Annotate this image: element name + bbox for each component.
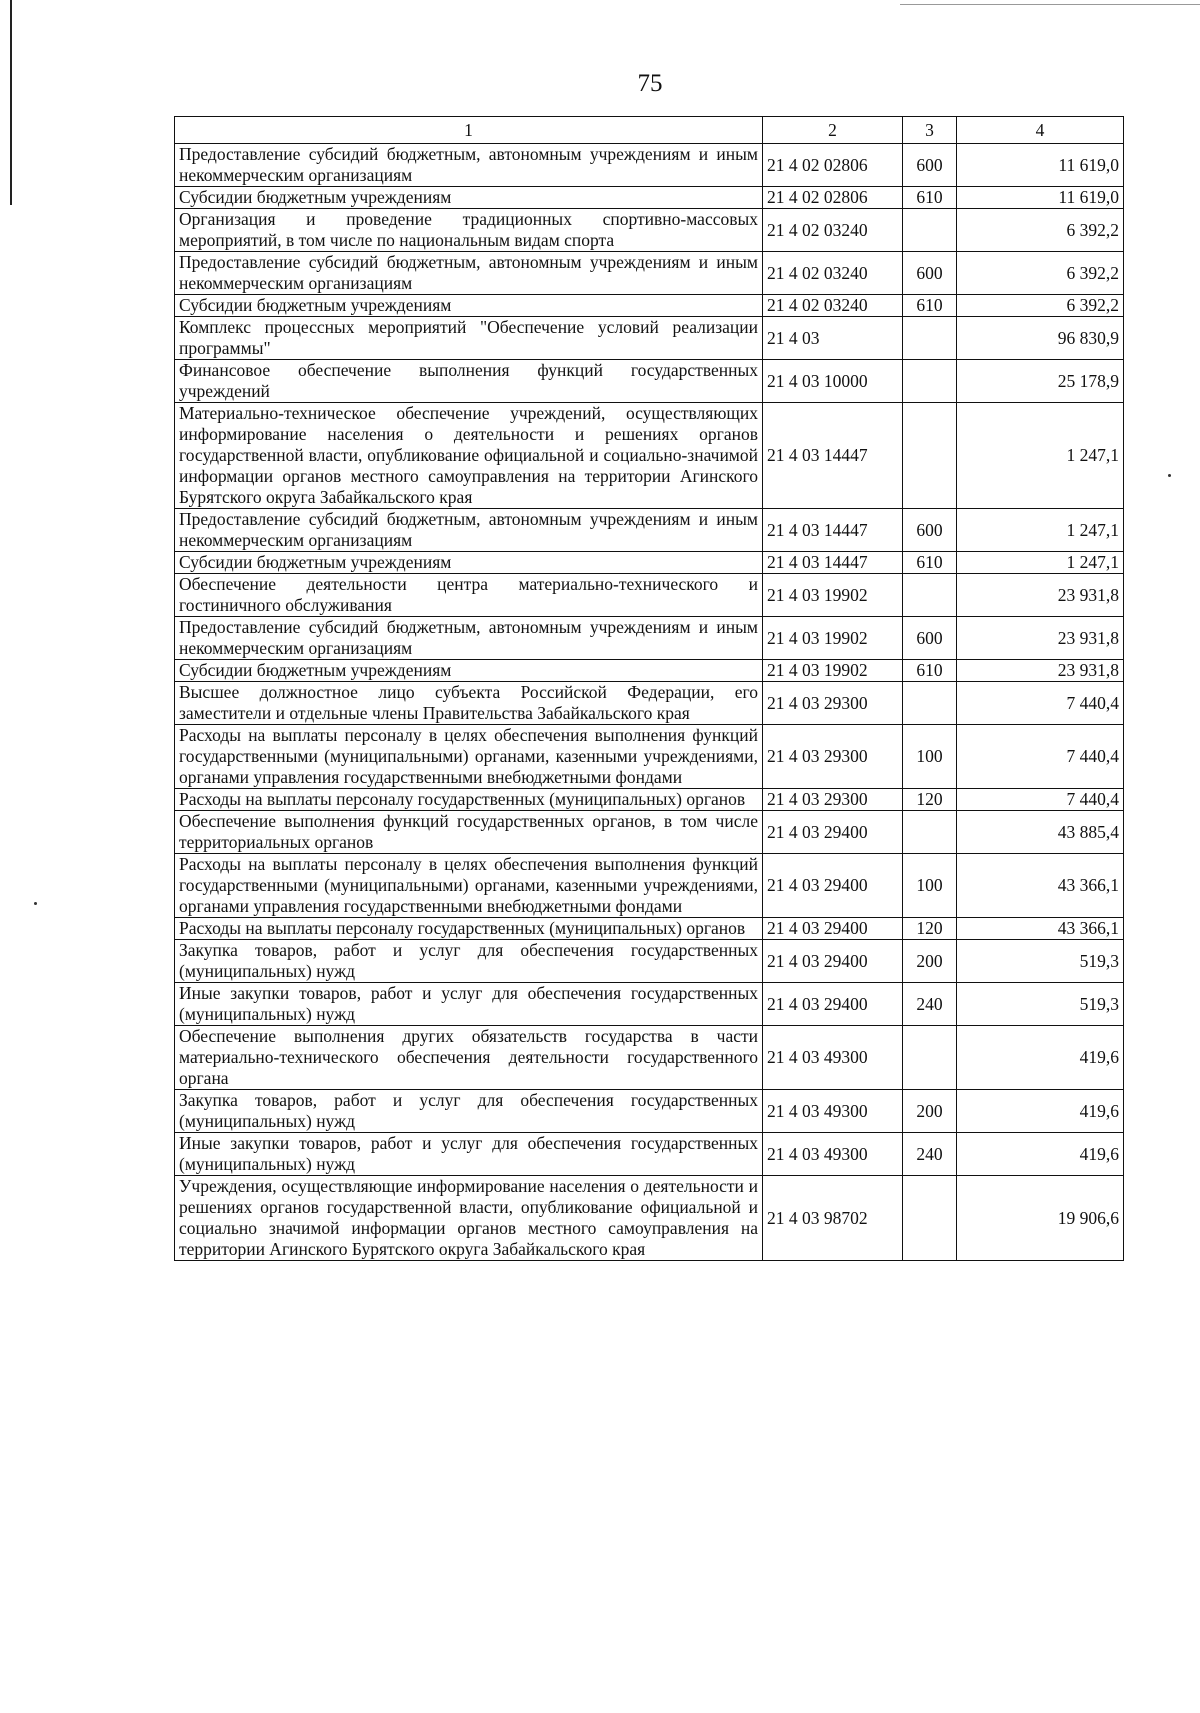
row-type-cell (903, 574, 957, 617)
row-amount-cell: 6 392,2 (957, 295, 1124, 317)
row-amount-cell: 11 619,0 (957, 187, 1124, 209)
row-name-cell: Субсидии бюджетным учреждениям (175, 187, 763, 209)
row-amount-cell: 19 906,6 (957, 1176, 1124, 1261)
row-name-cell: Обеспечение выполнения других обязательств государства в части материально-технического обеспечения деятельности государственного органа (175, 1026, 763, 1090)
row-amount-cell: 6 392,2 (957, 252, 1124, 295)
row-code-cell: 21 4 03 (763, 317, 903, 360)
row-type-cell: 600 (903, 252, 957, 295)
row-code-cell: 21 4 03 29400 (763, 940, 903, 983)
row-code-cell: 21 4 02 03240 (763, 209, 903, 252)
row-name-cell: Иные закупки товаров, работ и услуг для обеспечения государственных (муниципальных) нужд (175, 983, 763, 1026)
budget-table (174, 116, 1124, 1261)
table-row (175, 1026, 1124, 1090)
row-amount-cell: 96 830,9 (957, 317, 1124, 360)
row-type-cell (903, 360, 957, 403)
row-type-cell: 120 (903, 918, 957, 940)
row-amount-cell: 43 366,1 (957, 918, 1124, 940)
table-row (175, 660, 1124, 682)
row-name-cell: Предоставление субсидий бюджетным, автономным учреждениям и иным некоммерческим организациям (175, 144, 763, 187)
row-name-cell: Субсидии бюджетным учреждениям (175, 660, 763, 682)
row-name-cell: Учреждения, осуществляющие информирование населения о деятельности и решениях органов государственной власти, опубликование официальной и социально значимой информации органов местного самоуправления на территории Агинского Бурятского округа Забайкальского края (175, 1176, 763, 1261)
table-row (175, 144, 1124, 187)
row-amount-cell: 419,6 (957, 1026, 1124, 1090)
table-header-row (175, 117, 1124, 144)
row-type-cell: 240 (903, 983, 957, 1026)
row-code-cell: 21 4 03 14447 (763, 403, 903, 509)
row-name-cell: Закупка товаров, работ и услуг для обеспечения государственных (муниципальных) нужд (175, 940, 763, 983)
row-type-cell: 240 (903, 1133, 957, 1176)
table-row (175, 252, 1124, 295)
row-code-cell: 21 4 02 02806 (763, 144, 903, 187)
row-amount-cell: 11 619,0 (957, 144, 1124, 187)
row-name-cell: Предоставление субсидий бюджетным, автономным учреждениям и иным некоммерческим организациям (175, 252, 763, 295)
row-code-cell: 21 4 03 14447 (763, 552, 903, 574)
row-name-cell: Предоставление субсидий бюджетным, автономным учреждениям и иным некоммерческим организациям (175, 617, 763, 660)
row-type-cell: 610 (903, 187, 957, 209)
row-type-cell (903, 1176, 957, 1261)
row-code-cell: 21 4 03 29400 (763, 854, 903, 918)
row-type-cell (903, 1026, 957, 1090)
row-code-cell: 21 4 02 03240 (763, 252, 903, 295)
row-amount-cell: 419,6 (957, 1133, 1124, 1176)
row-code-cell: 21 4 02 02806 (763, 187, 903, 209)
row-name-cell: Расходы на выплаты персоналу государственных (муниципальных) органов (175, 789, 763, 811)
scan-speck (1168, 474, 1171, 477)
row-code-cell: 21 4 03 29300 (763, 789, 903, 811)
row-name-cell: Расходы на выплаты персоналу государственных (муниципальных) органов (175, 918, 763, 940)
row-code-cell: 21 4 03 19902 (763, 660, 903, 682)
row-amount-cell: 7 440,4 (957, 682, 1124, 725)
row-name-cell: Высшее должностное лицо субъекта Российской Федерации, его заместители и отдельные члены Правительства Забайкальского края (175, 682, 763, 725)
row-type-cell (903, 317, 957, 360)
table-row (175, 552, 1124, 574)
row-amount-cell: 7 440,4 (957, 725, 1124, 789)
table-row (175, 854, 1124, 918)
row-amount-cell: 1 247,1 (957, 509, 1124, 552)
header-col-2: 2 (763, 117, 903, 144)
row-type-cell: 600 (903, 509, 957, 552)
page-number: 75 (637, 70, 663, 97)
row-name-cell: Финансовое обеспечение выполнения функций государственных учреждений (175, 360, 763, 403)
scan-speck (34, 902, 37, 905)
row-amount-cell: 7 440,4 (957, 789, 1124, 811)
row-amount-cell: 1 247,1 (957, 403, 1124, 509)
table-row (175, 209, 1124, 252)
row-code-cell: 21 4 03 10000 (763, 360, 903, 403)
row-type-cell: 610 (903, 295, 957, 317)
row-type-cell: 610 (903, 552, 957, 574)
row-name-cell: Организация и проведение традиционных спортивно-массовых мероприятий, в том числе по национальным видам спорта (175, 209, 763, 252)
table-row (175, 1133, 1124, 1176)
row-code-cell: 21 4 03 29300 (763, 725, 903, 789)
row-name-cell: Закупка товаров, работ и услуг для обеспечения государственных (муниципальных) нужд (175, 1090, 763, 1133)
row-type-cell: 100 (903, 854, 957, 918)
table-row (175, 317, 1124, 360)
row-amount-cell: 23 931,8 (957, 660, 1124, 682)
header-col-3: 3 (903, 117, 957, 144)
table-row (175, 789, 1124, 811)
table-row (175, 725, 1124, 789)
header-col-4: 4 (957, 117, 1124, 144)
scan-edge-top (900, 4, 1200, 5)
table-row (175, 574, 1124, 617)
row-name-cell: Обеспечение деятельности центра материально-технического и гостиничного обслуживания (175, 574, 763, 617)
table-row (175, 295, 1124, 317)
row-amount-cell: 25 178,9 (957, 360, 1124, 403)
row-code-cell: 21 4 02 03240 (763, 295, 903, 317)
table-row (175, 360, 1124, 403)
row-code-cell: 21 4 03 19902 (763, 574, 903, 617)
row-name-cell: Материально-техническое обеспечение учреждений, осуществляющих информирование населения о деятельности и решениях органов государственной власти, опубликование официальной и социально-значимой информации органов местного самоуправления на территории Агинского Бурятского округа Забайкальского края (175, 403, 763, 509)
table-row (175, 811, 1124, 854)
table-row (175, 983, 1124, 1026)
table-row (175, 940, 1124, 983)
row-amount-cell: 43 885,4 (957, 811, 1124, 854)
row-code-cell: 21 4 03 49300 (763, 1133, 903, 1176)
row-type-cell (903, 682, 957, 725)
row-code-cell: 21 4 03 29400 (763, 983, 903, 1026)
row-amount-cell: 23 931,8 (957, 574, 1124, 617)
row-type-cell: 600 (903, 144, 957, 187)
row-name-cell: Комплекс процессных мероприятий "Обеспечение условий реализации программы" (175, 317, 763, 360)
row-type-cell: 610 (903, 660, 957, 682)
header-col-1: 1 (175, 117, 763, 144)
table-row (175, 509, 1124, 552)
row-amount-cell: 519,3 (957, 983, 1124, 1026)
table-row (175, 682, 1124, 725)
row-amount-cell: 419,6 (957, 1090, 1124, 1133)
row-code-cell: 21 4 03 29400 (763, 811, 903, 854)
table-row (175, 617, 1124, 660)
table-row (175, 918, 1124, 940)
row-type-cell (903, 811, 957, 854)
row-amount-cell: 519,3 (957, 940, 1124, 983)
row-code-cell: 21 4 03 19902 (763, 617, 903, 660)
row-code-cell: 21 4 03 29300 (763, 682, 903, 725)
row-amount-cell: 43 366,1 (957, 854, 1124, 918)
row-code-cell: 21 4 03 29400 (763, 918, 903, 940)
row-code-cell: 21 4 03 98702 (763, 1176, 903, 1261)
row-type-cell: 600 (903, 617, 957, 660)
table-row (175, 403, 1124, 509)
row-name-cell: Предоставление субсидий бюджетным, автономным учреждениям и иным некоммерческим организациям (175, 509, 763, 552)
row-amount-cell: 1 247,1 (957, 552, 1124, 574)
table-row (175, 1090, 1124, 1133)
row-type-cell (903, 403, 957, 509)
row-name-cell: Обеспечение выполнения функций государственных органов, в том числе территориальных органов (175, 811, 763, 854)
row-amount-cell: 6 392,2 (957, 209, 1124, 252)
row-code-cell: 21 4 03 14447 (763, 509, 903, 552)
row-code-cell: 21 4 03 49300 (763, 1090, 903, 1133)
row-code-cell: 21 4 03 49300 (763, 1026, 903, 1090)
row-name-cell: Субсидии бюджетным учреждениям (175, 552, 763, 574)
row-name-cell: Расходы на выплаты персоналу в целях обеспечения выполнения функций государственными (муниципальными) органами, казенными учреждениями, органами управления государственными внебюджетными фондами (175, 725, 763, 789)
table-row (175, 1176, 1124, 1261)
row-type-cell: 200 (903, 1090, 957, 1133)
row-type-cell: 120 (903, 789, 957, 811)
row-name-cell: Субсидии бюджетным учреждениям (175, 295, 763, 317)
row-type-cell (903, 209, 957, 252)
row-name-cell: Иные закупки товаров, работ и услуг для обеспечения государственных (муниципальных) нужд (175, 1133, 763, 1176)
scan-edge-left (10, 0, 12, 205)
table-row (175, 187, 1124, 209)
row-amount-cell: 23 931,8 (957, 617, 1124, 660)
row-type-cell: 100 (903, 725, 957, 789)
row-name-cell: Расходы на выплаты персоналу в целях обеспечения выполнения функций государственными (муниципальными) органами, казенными учреждениями, органами управления государственными внебюджетными фондами (175, 854, 763, 918)
row-type-cell: 200 (903, 940, 957, 983)
